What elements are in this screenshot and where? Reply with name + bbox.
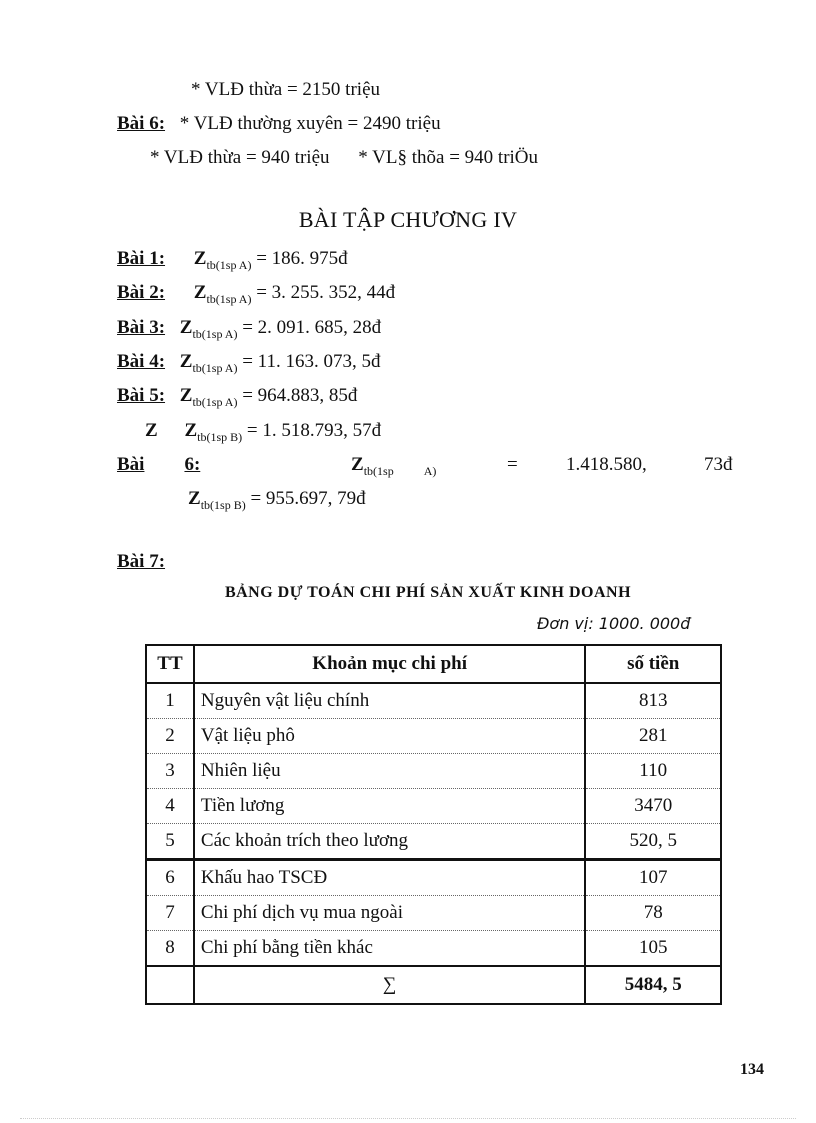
exercise-6-label-word: Bài — [117, 454, 145, 475]
table-row — [146, 931, 721, 967]
z-prefix: Z — [145, 420, 158, 441]
exercise-6-label — [117, 455, 200, 474]
z-symbol: Z — [179, 385, 193, 406]
chapter-title: BÀI TẬP CHƯƠNG IV — [298, 207, 518, 232]
exercise-6-equals: = — [507, 454, 518, 475]
row-tt: 6 — [146, 860, 194, 896]
z-symbol: Z — [179, 351, 193, 372]
row-tt: 1 — [146, 683, 194, 719]
header-item: Khoản mục chi phí — [194, 645, 586, 683]
row-amount: 281 — [585, 719, 721, 754]
z-subscript: tb(1sp A) — [192, 327, 238, 341]
row-item: Khấu hao TSCĐ — [194, 860, 586, 896]
exercise-value: = 186. 975đ — [256, 248, 348, 269]
table-row — [146, 683, 721, 719]
intro-line-3a: * VLĐ thừa = 940 triệu — [150, 147, 330, 168]
row-amount: 107 — [585, 860, 721, 896]
row-item: Vật liệu phô — [194, 719, 586, 754]
z-symbol: Z — [179, 317, 193, 338]
cost-estimate-table — [145, 644, 722, 1005]
page-number: 134 — [740, 1061, 764, 1078]
row-tt: 2 — [146, 719, 194, 754]
table-title: BẢNG DỰ TOÁN CHI PHÍ SẢN XUẤT KINH DOANH — [224, 584, 632, 601]
exercise-3 — [117, 318, 381, 340]
z-subscript-part1: tb(1sp — [363, 464, 394, 478]
intro-line-vld-thua: * VLĐ thừa = 2150 triệu — [191, 79, 380, 100]
table-row — [146, 719, 721, 754]
row-tt: 4 — [146, 789, 194, 824]
z-symbol: Z — [184, 420, 198, 441]
table-row — [146, 896, 721, 931]
table-row — [146, 754, 721, 789]
exercise-label: Bài 1: — [117, 248, 166, 269]
row-item: Chi phí bằng tiền khác — [194, 931, 586, 967]
bai6-text: * VLĐ thường xuyên = 2490 triệu — [179, 113, 441, 134]
exercise-label: Bài 3: — [117, 317, 166, 338]
exercise-7-label: Bài 7: — [117, 551, 166, 572]
intro-line-3b: * VL§ thõa = 940 triÖu — [358, 147, 539, 168]
exercise-1 — [117, 249, 348, 271]
exercise-value: = 3. 255. 352, 44đ — [256, 282, 396, 303]
exercise-6-label-number: 6: — [184, 454, 201, 475]
z-subscript-part2: A) — [423, 464, 437, 478]
exercise-6-z — [351, 455, 436, 477]
row-amount: 105 — [585, 931, 721, 967]
unit-label: Đơn vị: 1000. 000đ — [537, 614, 691, 633]
z-subscript: tb(1sp A) — [206, 258, 252, 272]
z-symbol: Z — [193, 248, 207, 269]
exercise-5-product-b — [145, 421, 381, 443]
exercise-2 — [117, 283, 395, 305]
table-row — [146, 824, 721, 860]
row-tt: 7 — [146, 896, 194, 931]
exercise-label: Bài 4: — [117, 351, 166, 372]
total-empty-cell — [146, 966, 194, 1004]
total-amount: 5484, 5 — [585, 966, 721, 1004]
row-amount: 520, 5 — [585, 824, 721, 860]
row-item: Tiền lương — [194, 789, 586, 824]
exercise-value: = 955.697, 79đ — [250, 488, 366, 509]
row-item: Nhiên liệu — [194, 754, 586, 789]
bai6-label: Bài 6: — [117, 113, 166, 134]
exercise-5 — [117, 386, 357, 408]
z-subscript: tb(1sp A) — [206, 292, 252, 306]
exercise-value: = 1. 518.793, 57đ — [246, 420, 382, 441]
z-subscript: tb(1sp B) — [200, 498, 246, 512]
exercise-6-number: 1.418.580, — [566, 454, 647, 475]
exercise-6-product-b — [188, 489, 366, 511]
row-item: Nguyên vật liệu chính — [194, 683, 586, 719]
row-amount: 78 — [585, 896, 721, 931]
exercise-6-tail: 73đ — [704, 454, 733, 475]
bai6-intro-line — [117, 114, 441, 133]
footer-divider — [20, 1118, 796, 1119]
z-symbol: Z — [188, 488, 201, 509]
exercise-label: Bài 2: — [117, 282, 166, 303]
z-symbol: Z — [351, 454, 364, 475]
row-item: Chi phí dịch vụ mua ngoài — [194, 896, 586, 931]
header-amount: số tiền — [585, 645, 721, 683]
row-tt: 8 — [146, 931, 194, 967]
row-item: Các khoản trích theo lương — [194, 824, 586, 860]
row-tt: 5 — [146, 824, 194, 860]
intro-line-3 — [150, 148, 538, 167]
exercise-value: = 964.883, 85đ — [242, 385, 358, 406]
header-tt: TT — [146, 645, 194, 683]
table-row — [146, 789, 721, 824]
row-amount: 3470 — [585, 789, 721, 824]
exercise-4 — [117, 352, 380, 374]
exercise-label: Bài 5: — [117, 385, 166, 406]
z-subscript: tb(1sp B) — [197, 430, 243, 444]
total-symbol: ∑ — [194, 966, 586, 1004]
z-subscript: tb(1sp A) — [192, 361, 238, 375]
row-tt: 3 — [146, 754, 194, 789]
row-amount: 813 — [585, 683, 721, 719]
z-symbol: Z — [193, 282, 207, 303]
z-subscript: tb(1sp A) — [192, 395, 238, 409]
row-amount: 110 — [585, 754, 721, 789]
table-header-row — [146, 645, 721, 683]
table-total-row — [146, 966, 721, 1004]
exercise-value: = 2. 091. 685, 28đ — [242, 317, 382, 338]
exercise-value: = 11. 163. 073, 5đ — [242, 351, 381, 372]
table-row — [146, 860, 721, 896]
